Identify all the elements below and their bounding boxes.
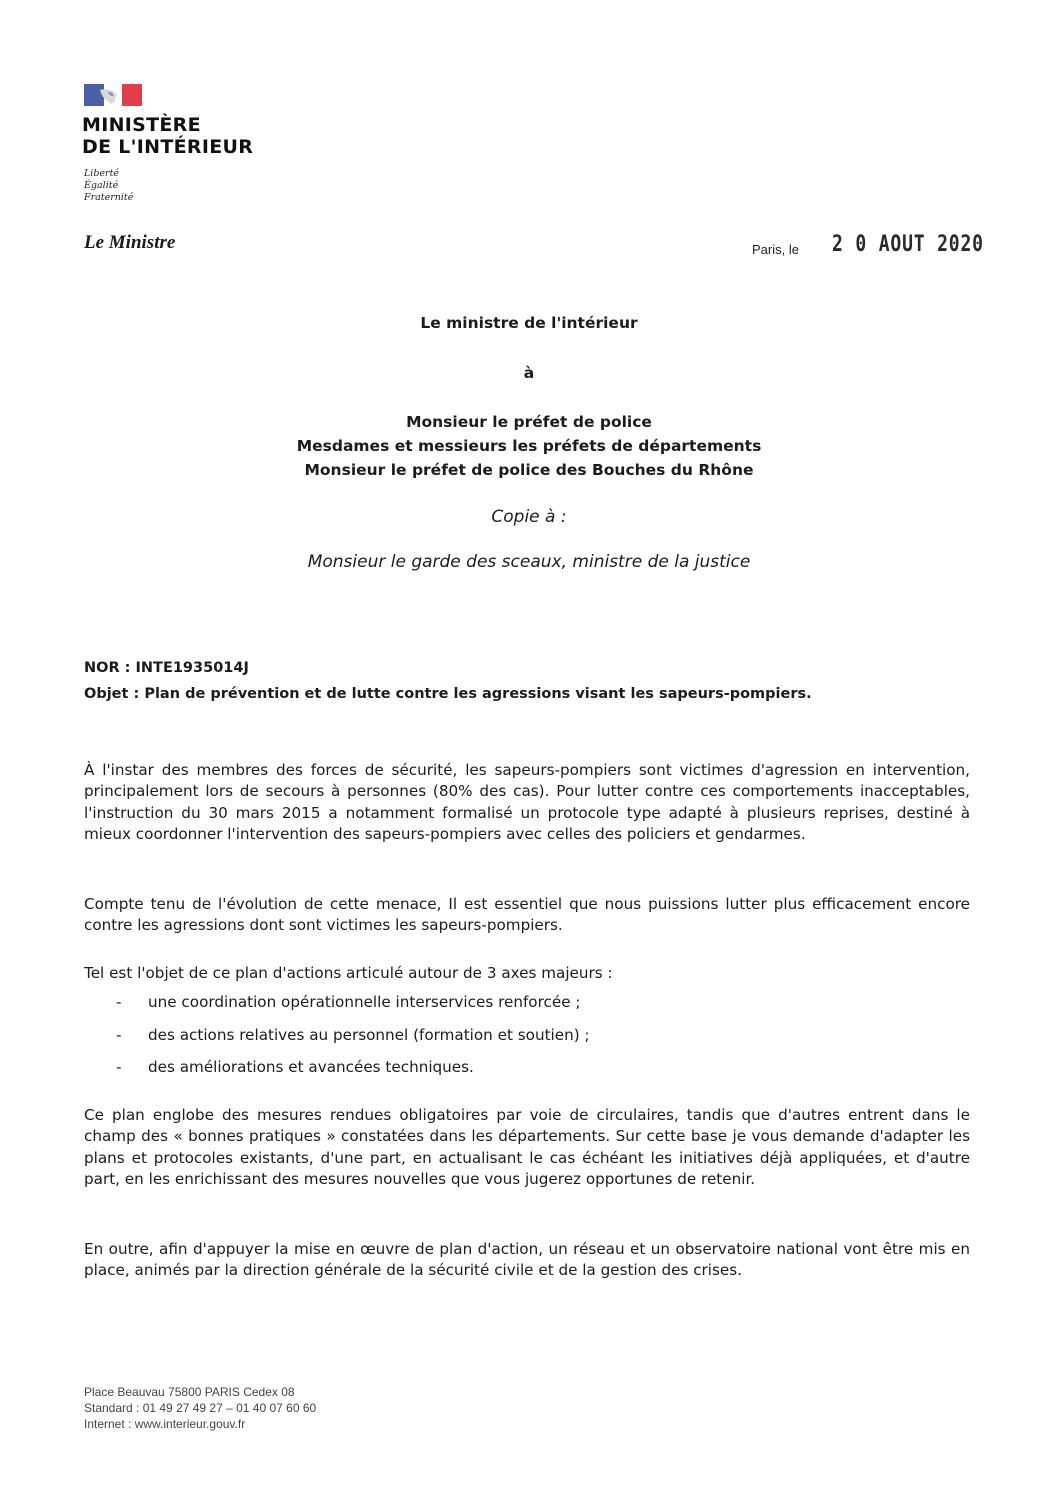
body-paragraph-1: À l'instar des membres des forces de sécurité, les sapeurs-pompiers sont victimes d'agression en intervention, principalement lors de secours à personnes (80% des cas). Pour lutter contre ces comportements inacceptables, l'instruction du 30 mars 2015 a notamment formalisé un protocole type adapté à plusieurs reprises, destiné à mieux coordonner l'intervention des sapeurs-pompiers avec celles des policiers et gendarmes. <box>84 761 970 844</box>
date-stamp: 2 0 AOUT 2020 <box>832 232 984 257</box>
ministry-name-line2: DE L'INTÉRIEUR <box>82 136 254 158</box>
recipient-line: Mesdames et messieurs les préfets de départements <box>296 437 762 455</box>
recipient-line: Monsieur le préfet de police des Bouches du Rhône <box>304 461 754 479</box>
footer-website: Internet : www.interieur.gouv.fr <box>84 1417 246 1431</box>
bullet-dash: - <box>116 1025 122 1044</box>
list-item-text: des actions relatives au personnel (formation et soutien) ; <box>148 1025 590 1044</box>
body-paragraph-5: En outre, afin d'appuyer la mise en œuvre de plan d'action, un réseau et un observatoire national vont être mis en place, animés par la direction générale de la sécurité civile et de la gestion des crises. <box>84 1240 970 1280</box>
motto-liberte: Liberté <box>84 168 120 179</box>
republic-motto <box>84 168 133 204</box>
axes-list <box>116 993 590 1091</box>
bullet-dash: - <box>116 993 122 1011</box>
copy-recipient: Monsieur le garde des sceaux, ministre de la justice <box>307 552 751 572</box>
signature-title: Le Ministre <box>84 232 176 253</box>
place-label: Paris, le <box>752 242 799 257</box>
motto-fraternite: Fraternité <box>84 192 134 203</box>
body-paragraph-4: Ce plan englobe des mesures rendues obligatoires par voie de circulaires, tandis que d'autres entrent dans le champ des « bonnes pratiques » constatées dans les départements. Sur cette base je vous demande d'adapter les plans et protocoles existants, d'une part, en actualisant le cas échéant les initiatives déjà appliquées, et d'autre part, en les enrichissant des mesures nouvelles que vous jugerez opportunes de retenir. <box>84 1106 970 1189</box>
list-item-text: une coordination opérationnelle interservices renforcée ; <box>148 993 581 1011</box>
bullet-dash: - <box>116 1058 122 1076</box>
body-paragraph-2: Compte tenu de l'évolution de cette menace, Il est essentiel que nous puissions lutter plus efficacement encore contre les agressions dont sont victimes les sapeurs-pompiers. <box>84 895 970 935</box>
subject-line: Objet : Plan de prévention et de lutte contre les agressions visant les sapeurs-pompiers. <box>84 686 812 702</box>
to-marker: à <box>523 364 535 382</box>
list-item <box>116 993 590 1026</box>
list-item <box>116 1026 590 1059</box>
list-item-text: des améliorations et avancées techniques. <box>148 1058 474 1076</box>
footer-contact <box>84 1384 316 1432</box>
sender: Le ministre de l'intérieur <box>420 314 638 332</box>
copy-label: Copie à : <box>491 507 567 527</box>
motto-egalite: Égalité <box>84 180 119 191</box>
body-paragraph-3: Tel est l'objet de ce plan d'actions articulé autour de 3 axes majeurs : <box>84 964 613 982</box>
footer-phone: Standard : 01 49 27 49 27 – 01 40 07 60 60 <box>84 1401 317 1415</box>
footer-address: Place Beauvau 75800 PARIS Cedex 08 <box>84 1385 295 1399</box>
ministry-name <box>82 114 253 158</box>
list-item <box>116 1058 590 1091</box>
recipients <box>0 410 1058 482</box>
nor-reference: NOR : INTE1935014J <box>84 660 249 676</box>
ministry-name-line1: MINISTÈRE <box>82 114 201 136</box>
recipient-line: Monsieur le préfet de police <box>406 413 652 431</box>
marianne-logo <box>84 84 142 106</box>
